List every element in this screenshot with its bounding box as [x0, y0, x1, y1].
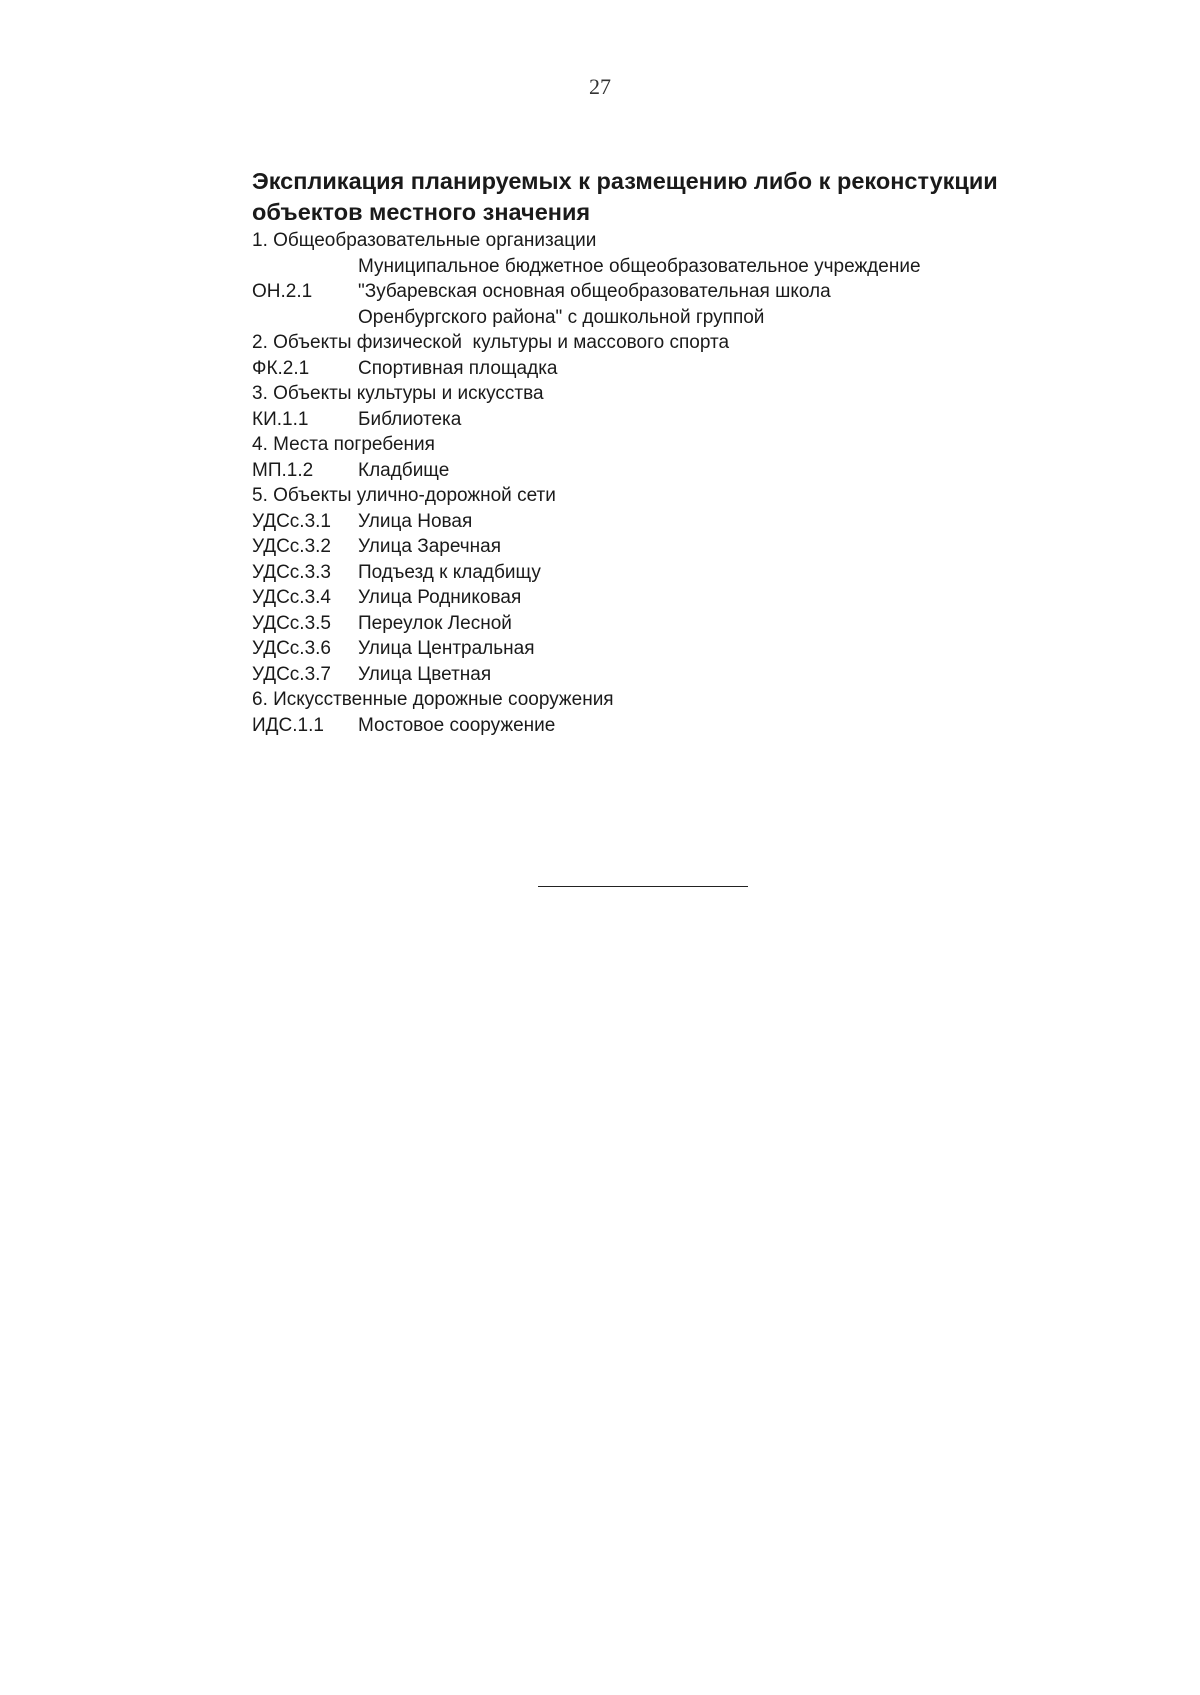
object-code: КИ.1.1	[252, 408, 309, 430]
list-item	[252, 636, 1112, 662]
title-line: объектов местного значения	[252, 199, 591, 225]
object-code: УДСс.3.5	[252, 612, 331, 634]
object-code: УДСс.3.1	[252, 510, 331, 532]
page-number: 27	[589, 74, 611, 99]
object-description: Улица Цветная	[358, 663, 492, 685]
object-description: Улица Центральная	[358, 638, 535, 659]
list-item	[252, 407, 1112, 433]
section-heading: 6. Искусственные дорожные сооружения	[252, 689, 614, 710]
object-description: Библиотека	[358, 408, 462, 430]
section-sport	[252, 330, 1112, 381]
section-heading: 5. Объекты улично-дорожной сети	[252, 485, 556, 506]
object-code: УДСс.3.6	[252, 638, 331, 659]
section-heading: 3. Объекты культуры и искусства	[252, 383, 544, 404]
object-description: Кладбище	[358, 459, 450, 481]
section-heading: 1. Общеобразовательные организации	[252, 230, 597, 251]
section-burial	[252, 432, 1112, 483]
object-description: Переулок Лесной	[358, 612, 512, 634]
end-divider	[538, 886, 748, 887]
list-item	[252, 254, 1112, 331]
list-item	[252, 509, 1112, 535]
object-code: ОН.2.1	[252, 281, 313, 302]
explication-block	[252, 166, 1112, 738]
object-code: МП.1.2	[252, 459, 314, 481]
object-list	[252, 228, 1112, 738]
description-line: Оренбургского района" с дошкольной группой	[358, 306, 765, 328]
list-item	[252, 611, 1112, 637]
object-code: УДСс.3.3	[252, 561, 331, 583]
object-description: Подъезд к кладбищу	[358, 561, 541, 583]
section-road-network	[252, 483, 1112, 687]
object-code: УДСс.3.7	[252, 663, 331, 685]
object-description: Мостовое сооружение	[358, 714, 556, 736]
object-description: Улица Родниковая	[358, 587, 522, 608]
section-heading: 2. Объекты физической культуры и массового спорта	[252, 332, 730, 353]
list-item	[252, 662, 1112, 688]
document-title	[252, 166, 1112, 228]
section-culture	[252, 381, 1112, 432]
object-description: Улица Новая	[358, 510, 473, 532]
section-general-education	[252, 228, 1112, 330]
object-code: УДСс.3.4	[252, 587, 331, 608]
description-line: Муниципальное бюджетное общеобразовательное учреждение	[358, 255, 921, 277]
object-description: Улица Заречная	[358, 536, 502, 557]
list-item	[252, 458, 1112, 484]
list-item	[252, 713, 1112, 739]
object-code: ФК.2.1	[252, 357, 310, 379]
section-heading: 4. Места погребения	[252, 434, 435, 455]
title-line: Экспликация планируемых к размещению либо к реконстукции	[252, 168, 998, 194]
list-item	[252, 356, 1112, 382]
object-code: ИДС.1.1	[252, 714, 324, 736]
list-item	[252, 534, 1112, 560]
section-road-structures	[252, 687, 1112, 738]
description-line: "Зубаревская основная общеобразовательная школа	[358, 281, 831, 302]
list-item	[252, 585, 1112, 611]
object-description	[358, 254, 1112, 331]
list-item	[252, 560, 1112, 586]
object-code: УДСс.3.2	[252, 536, 331, 557]
object-description: Спортивная площадка	[358, 357, 558, 379]
